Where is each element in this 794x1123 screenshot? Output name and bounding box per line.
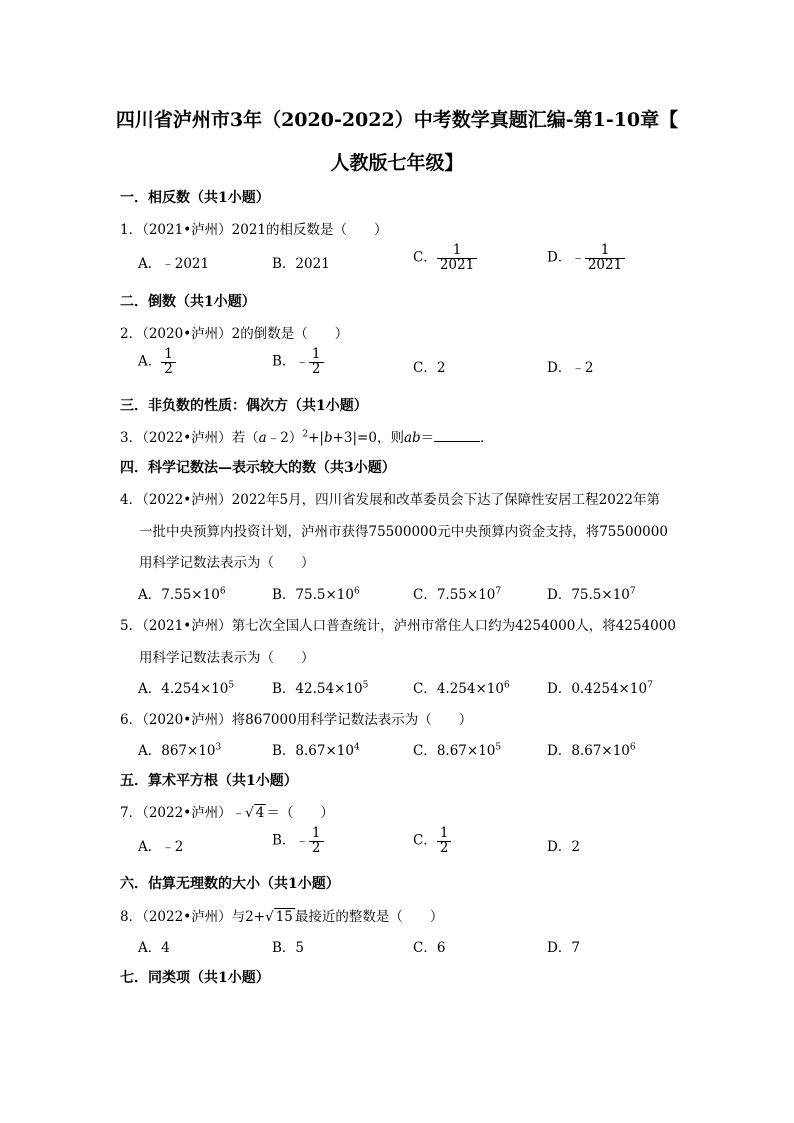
q5-option-d: D．$0.4254\times 10^7$: [547, 680, 653, 697]
q8-option-c: C．6: [413, 940, 446, 956]
q6-option-b: B．$8.67\times 10^4$: [272, 742, 360, 759]
question-5-line1: 5．（2021•泸州）第七次全国人口普查统计，泸州市常住人口约为4254000人，将4254000: [120, 618, 676, 634]
question-7-stem: 7．（2022•泸州）﹣√ 4 ＝（ ）: [120, 805, 334, 821]
q5-option-b: B．$42.54\times 10^5$: [272, 680, 369, 697]
q2-option-c: C．2: [413, 360, 446, 376]
q8-option-a: A．4: [138, 940, 170, 956]
q7-option-b: B．﹣ $\frac{1}{2}$: [272, 827, 324, 855]
section-heading: 二．倒数（共1小题）: [120, 294, 256, 310]
section-heading: 六．估算无理数的大小（共1小题）: [120, 876, 340, 892]
q4-option-d: D．$75.5\times 10^7$: [547, 586, 636, 603]
q2-option-a: A． $\frac{1}{2}$: [138, 348, 176, 376]
question-6-stem: 6．（2020•泸州）将867000用科学记数法表示为（ ）: [120, 712, 473, 728]
q7-option-a: A．﹣2: [138, 839, 184, 855]
q7-option-c: C． $\frac{1}{2}$: [413, 827, 451, 855]
q1-option-a: A．﹣2021: [138, 256, 210, 272]
q8-option-d: D．7: [547, 940, 580, 956]
question-4-line1: 4．（2022•泸州）2022年5月，四川省发展和改革委员会下达了保障性安居工程2022年第: [120, 492, 660, 508]
q7-option-d: D．2: [547, 839, 580, 855]
fraction: $\frac{1}{2}$: [309, 348, 324, 376]
sqrt-symbol: √ 4: [245, 805, 265, 821]
q1-option-b: B．2021: [272, 256, 330, 272]
question-1-stem: 1．（2021•泸州）2021的相反数是（ ）: [120, 222, 388, 238]
section-heading: 一．相反数（共1小题）: [120, 190, 270, 206]
fraction: $\frac{1}{2021}$: [585, 244, 625, 272]
fraction: $\frac{1}{2021}$: [437, 244, 477, 272]
q6-option-c: C．$8.67\times 10^5$: [413, 742, 502, 759]
question-4-line2: 一批中央预算内投资计划，泸州市获得75500000元中央预算内资金支持，将75500000: [139, 524, 668, 540]
section-heading: 三．非负数的性质：偶次方（共1小题）: [120, 398, 368, 414]
q5-option-a: A．$4.254\times 10^5$: [138, 680, 235, 697]
fraction: $\frac{1}{2}$: [437, 827, 452, 855]
q6-option-a: A．$867\times 10^3$: [138, 742, 222, 759]
q4-option-c: C．$7.55\times 10^7$: [413, 586, 502, 603]
q4-option-b: B．$75.5\times 10^6$: [272, 586, 360, 603]
sqrt-symbol: √ 15: [265, 909, 293, 925]
q4-option-a: A．$7.55\times 10^6$: [138, 586, 226, 603]
document-title-line1: 四川省泸州市3年（2020-2022）中考数学真题汇编-第1-10章【: [115, 109, 679, 131]
q2-option-d: D．﹣2: [547, 360, 594, 376]
q8-option-b: B．5: [272, 940, 305, 956]
question-3-stem: 3．（2022•泸州）若（a﹣2）$^2$+|b+3|=0，则ab＝ ．: [120, 429, 494, 446]
question-5-line2: 用科学记数法表示为（ ）: [139, 650, 315, 666]
fraction: $\frac{1}{2}$: [161, 348, 176, 376]
section-heading: 五．算术平方根（共1小题）: [120, 773, 298, 789]
section-heading: 四．科学记数法—表示较大的数（共3小题）: [120, 460, 396, 476]
q6-option-d: D．$8.67\times 10^6$: [547, 742, 636, 759]
question-4-line3: 用科学记数法表示为（ ）: [139, 555, 315, 571]
question-8-stem: 8．（2022•泸州）与2+√ 15 最接近的整数是（ ）: [120, 909, 444, 925]
answer-blank: [434, 429, 480, 442]
fraction: $\frac{1}{2}$: [309, 827, 324, 855]
q5-option-c: C．$4.254\times 10^6$: [413, 680, 510, 697]
q1-option-d: D．﹣ $\frac{1}{2021}$: [547, 244, 625, 272]
q2-option-b: B．﹣ $\frac{1}{2}$: [272, 348, 324, 376]
q1-option-c: C． $\frac{1}{2021}$: [413, 244, 477, 272]
document-title-line2: 人教版七年级】: [330, 152, 464, 174]
question-2-stem: 2．（2020•泸州）2的倒数是（ ）: [120, 326, 349, 342]
section-heading: 七．同类项（共1小题）: [120, 970, 270, 986]
